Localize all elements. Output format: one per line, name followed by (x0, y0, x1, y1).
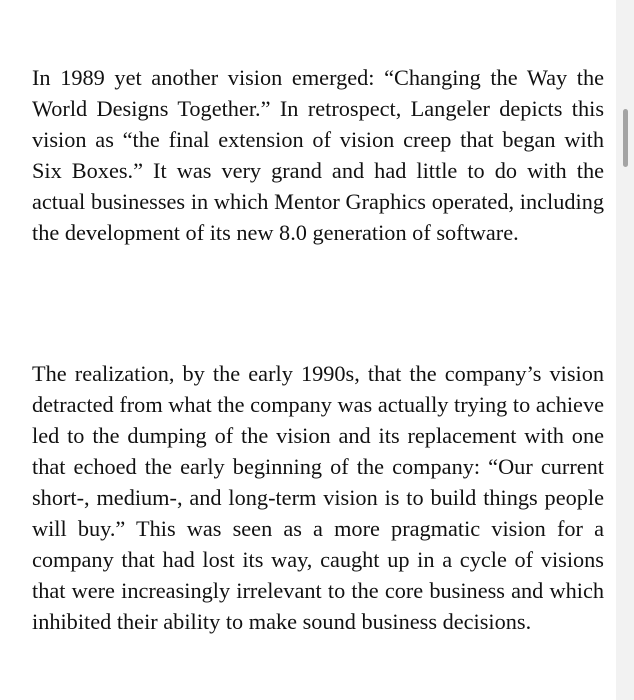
paragraph-2: The realization, by the early 1990s, that the company’s vision detracted from what the company was actually trying to achieve led to the dumping of the vision and its replacement with one that echoed the early beginning of the company: “Our current short-, medium-, and long-term vision is to build things people will buy.” This was seen as a more pragmatic vision for a company that had lost its way, caught up in a cycle of visions that were increasingly irrelevant to the core business and which inhibited their ability to make sound business decisions. (32, 361, 604, 634)
paragraph-1: In 1989 yet another vision emerged: “Changing the Way the World Designs Together.” In retrospect, Langeler depicts this vision as “the final extension of vision creep that began with Six Boxes.” It was very grand and had little to do with the actual businesses in which Mentor Graphics operated, including the development of its new 8.0 generation of software. (32, 65, 604, 245)
scrollbar-track[interactable] (616, 0, 634, 700)
scrollbar-thumb[interactable] (623, 109, 628, 167)
